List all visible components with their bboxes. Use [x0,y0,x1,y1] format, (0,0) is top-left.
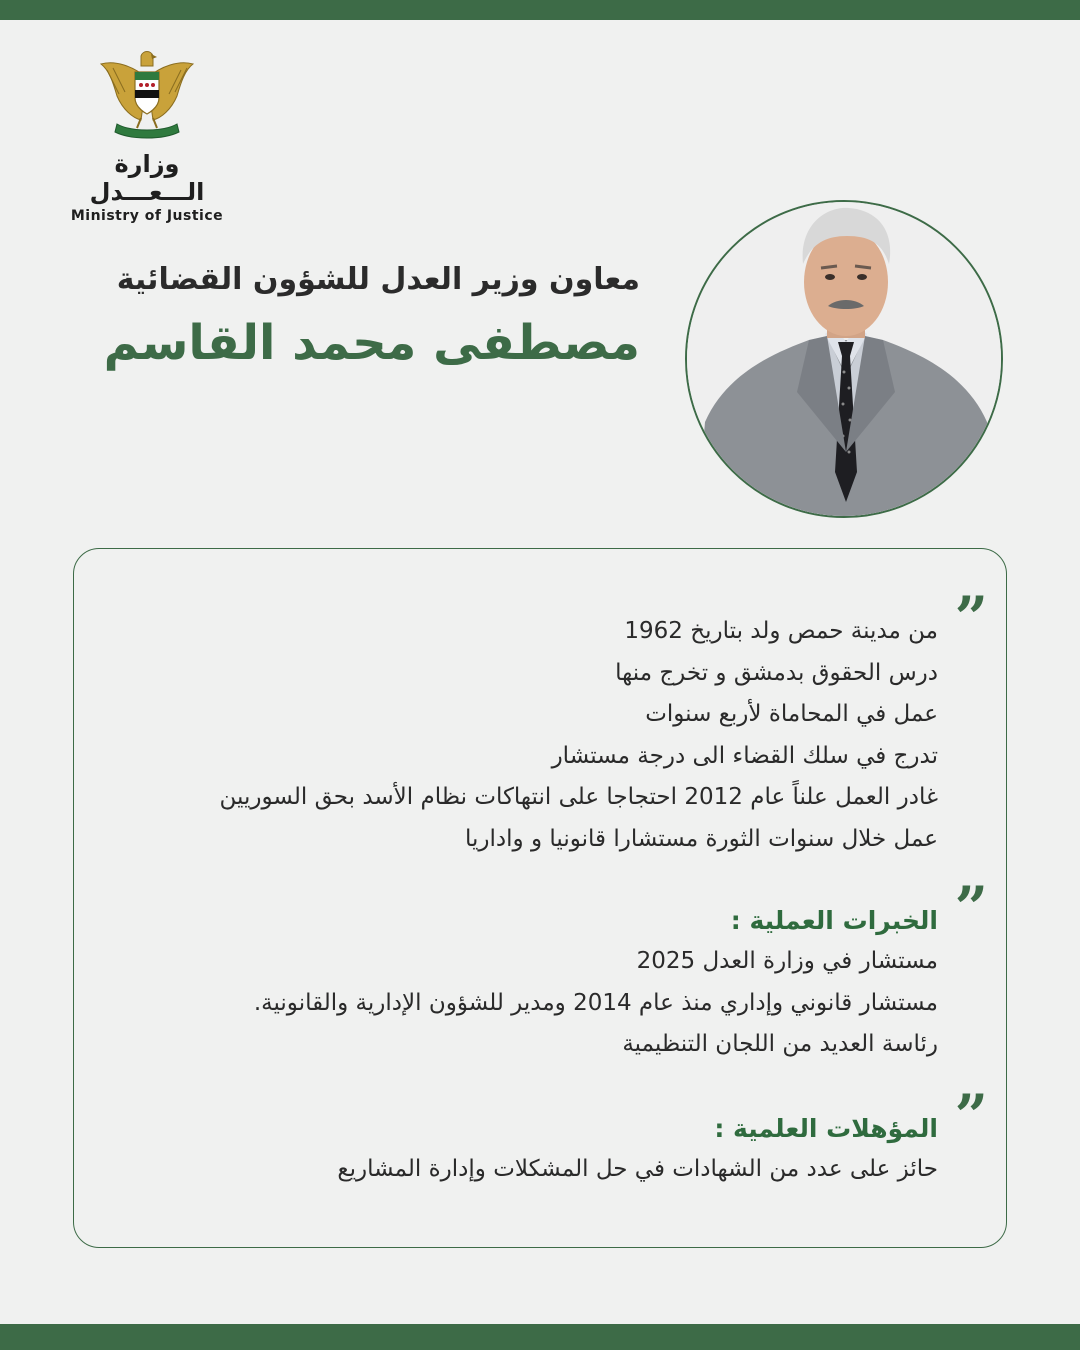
quote-mark-icon: ” [954,584,988,652]
ministry-name-english: Ministry of Justice [70,208,224,224]
qualifications-section [138,1082,988,1191]
experience-section [138,874,988,1066]
bio-line: تدرج في سلك القضاء الى درجة مستشار [551,742,938,769]
qualification-line: حائز على عدد من الشهادات في حل المشكلات وإدارة المشاريع [337,1156,938,1182]
ministry-logo [62,48,232,224]
profile-heading [40,262,640,371]
bio-section [138,584,988,860]
bio-line: من مدينة حمص ولد بتاريخ 1962 [624,618,938,644]
person-name: مصطفى محمد القاسم [103,315,640,371]
experience-line: مستشار في وزارة العدل 2025 [636,948,938,974]
qualifications-title: المؤهلات العلمية : [714,1114,938,1143]
quote-mark-icon: ” [954,1082,988,1150]
experience-title: الخبرات العملية : [730,906,938,935]
portrait-photo [685,200,1003,518]
ministry-name-arabic: وزارة الـــعـــدل [89,150,205,206]
bio-line: درس الحقوق بدمشق و تخرج منها [615,659,938,686]
bio-line: عمل في المحاماة لأربع سنوات [645,701,938,727]
bio-card [73,548,1007,1248]
bio-line: عمل خلال سنوات الثورة مستشارا قانونيا و واداريا [465,825,938,852]
bio-line: غادر العمل علناً عام 2012 احتجاجا على انتهاكات نظام الأسد بحق السوريين [219,784,938,810]
bottom-bar [0,1324,1080,1350]
experience-line: رئاسة العديد من اللجان التنظيمية [622,1031,938,1057]
top-bar [0,0,1080,20]
eagle-emblem-icon [97,48,197,140]
quote-mark-icon: ” [954,874,988,942]
person-role: معاون وزير العدل للشؤون القضائية [116,262,640,297]
experience-line: مستشار قانوني وإداري منذ عام 2014 ومدير للشؤون الإدارية والقانونية. [253,989,938,1016]
